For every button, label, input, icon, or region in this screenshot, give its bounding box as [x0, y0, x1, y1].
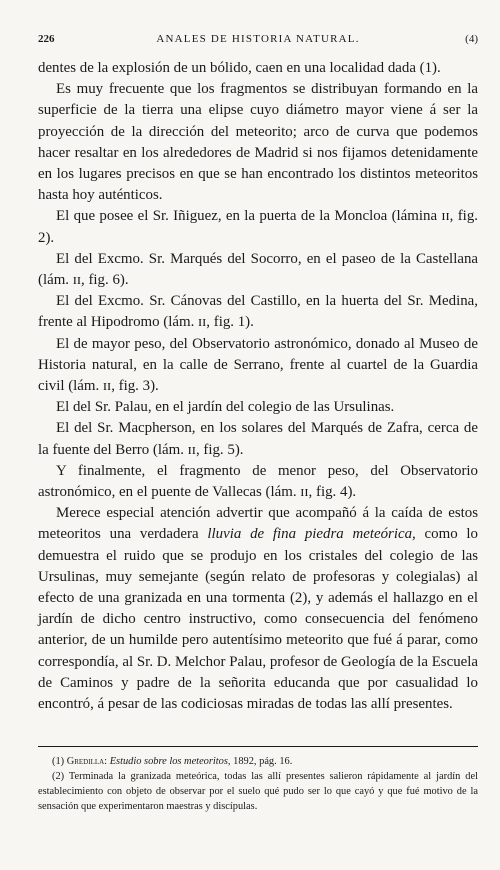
footnote-mark: (1)	[52, 756, 65, 767]
paragraph-text: Merece especial atención advertir que acompañó á la caída de estos meteoritos una verdadera	[38, 505, 478, 543]
paragraph: Y finalmente, el fragmento de menor peso, del Observatorio astronómico, en el puente de Vallecas (lám. ɪɪ, fig. 4).	[38, 462, 478, 501]
paragraph: El del Sr. Palau, en el jardín del colegio de las Ursulinas.	[56, 399, 395, 416]
footnote-title: Estudio sobre los meteoritos,	[109, 756, 231, 767]
footnotes	[38, 754, 478, 814]
footnote	[38, 754, 478, 769]
running-title: ANALES DE HISTORIA NATURAL.	[156, 33, 360, 45]
footnote	[38, 769, 478, 814]
paragraph-text: como lo demuestra el ruido que se produjo en los cristales del colegio de las Ursulinas, muy semejante (según relato de profesoras y colegialas) al efecto de una granizada en una tormenta (2), y además el hallazgo en el jardín de dicho centro instructivo, como consecuencia del fenómeno anterior, de un humilde pero autentísimo meteorito que fué á parar, como correspondía, al Sr. D. Melchor Palau, profesor de Geología de la Escuela de Caminos y padre de la señorita educanda que por casualidad lo encontró, á pesar de las codiciosas miradas de todas las allí presentes.	[38, 526, 478, 713]
footnote-text: Terminada la granizada meteórica, todas las allí presentes salieron rápidamente al jardín del establecimiento con objeto de observar por el suelo qué pudo ser lo que cayó y que fué motivo de la sensación que experimentaron maestras y discípulas.	[38, 771, 478, 812]
running-header	[38, 33, 478, 49]
footnote-author: Gredilla:	[66, 756, 108, 767]
paragraph	[38, 503, 478, 715]
footnote-mark: (2)	[52, 771, 65, 782]
paragraph: El del Excmo. Sr. Cánovas del Castillo, en la huerta del Sr. Medina, frente al Hipodromo (lám. ɪɪ, fig. 1).	[38, 293, 478, 331]
paragraph: El que posee el Sr. Iñiguez, en la puerta de la Moncloa (lámina ɪɪ, fig. 2).	[38, 208, 478, 246]
paragraph: El del Excmo. Sr. Marqués del Socorro, en el paseo de la Castellana (lám. ɪɪ, fig. 6).	[38, 250, 478, 289]
paragraph: Es muy frecuente que los fragmentos se distribuyan formando en la superficie de la tierra una elipse cuyo diámetro mayor viene á ser la proyección de la dirección del meteorito; arco de curva que podemos hacer resaltar en los alrededores de Madrid si nos fijamos detenidamente en los lugares precisos en que se han encontrado los distintos meteoritos hasta hoy auténticos.	[38, 81, 478, 204]
footnote-text: 1892, pág. 16.	[233, 756, 293, 767]
footnote-divider	[38, 746, 478, 747]
body-text	[38, 58, 478, 715]
section-mark: (4)	[465, 33, 478, 45]
paragraph: dentes de la explosión de un bólido, caen en una localidad dada (1).	[38, 60, 441, 76]
page-number: 226	[38, 33, 55, 45]
paragraph: El de mayor peso, del Observatorio astronómico, donado al Museo de Historia natural, en la calle de Serrano, frente al cuartel de la Guardia civil (lám. ɪɪ, fig. 3).	[38, 335, 478, 395]
italic-phrase: lluvia de fina piedra meteórica,	[207, 526, 416, 543]
paragraph: El del Sr. Macpherson, en los solares del Marqués de Zafra, cerca de la fuente del Berro (lám. ɪɪ, fig. 5).	[38, 420, 478, 458]
